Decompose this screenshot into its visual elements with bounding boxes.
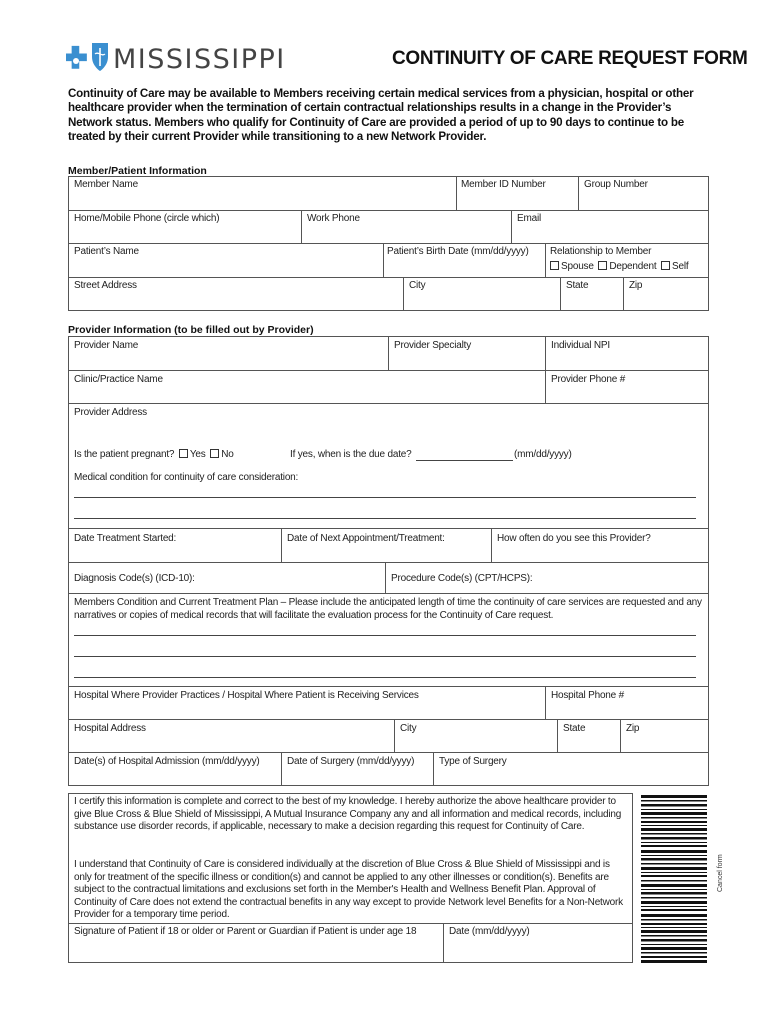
self-checkbox[interactable]	[661, 261, 670, 270]
zip-field[interactable]: Zip	[629, 280, 643, 291]
hospital-city-field[interactable]: City	[400, 723, 417, 734]
due-date-line[interactable]	[416, 460, 513, 461]
provider-phone-field[interactable]: Provider Phone #	[551, 374, 626, 385]
signature-date-field[interactable]: Date (mm/dd/yyyy)	[449, 926, 530, 937]
treatment-plan-label: Members Condition and Current Treatment Plan – Please include the anticipated length of time the continuity of care services are requested and any narratives or copies of medical records that will facilitate the evaluation process for the Continuity of Care request.	[74, 597, 702, 621]
birth-date-field[interactable]: Patient’s Birth Date (mm/dd/yyyy)	[387, 246, 529, 257]
spouse-checkbox[interactable]	[550, 261, 559, 270]
hospital-address-field[interactable]: Hospital Address	[74, 723, 146, 734]
hospital-name-field[interactable]: Hospital Where Provider Practices / Hospital Where Patient is Receiving Services	[74, 690, 419, 701]
email-field[interactable]: Email	[517, 213, 542, 224]
hospital-state-field[interactable]: State	[563, 723, 586, 734]
pregnant-no-checkbox[interactable]	[210, 449, 219, 458]
member-name-field[interactable]: Member Name	[74, 179, 138, 190]
treatment-plan-line-2[interactable]	[74, 656, 696, 657]
patient-name-field[interactable]: Patient’s Name	[74, 246, 139, 257]
dependent-checkbox[interactable]	[598, 261, 607, 270]
work-phone-field[interactable]: Work Phone	[307, 213, 360, 224]
bcbs-logo-icon	[66, 39, 110, 79]
pregnant-yes-checkbox[interactable]	[179, 449, 188, 458]
brand-name: MISSISSIPPI	[113, 44, 286, 75]
pregnant-question: Is the patient pregnant? Yes No	[74, 449, 234, 460]
intro-text: Continuity of Care may be available to Members receiving certain medical services from a physician, hospital or other healthcare provider when the termination of certain contractual relationships results in a change in the Provider’s Network status. Members who qualify for Continuity of Care are provided a period of up to 90 days to continue to be treated by their current Provider while transitioning to a new Network Provider.	[68, 87, 694, 143]
provider-address-field[interactable]: Provider Address	[74, 407, 147, 418]
clinic-name-field[interactable]: Clinic/Practice Name	[74, 374, 163, 385]
certify-paragraph-2: I understand that Continuity of Care is considered individually at the discretion of Blue Cross & Blue Shield of Mississippi and is only for treatment of the specific illness or condition(s) and cannot be applied to any other illnesses or condition(s). Benefits are subject to the contractual limitations and exclusions set forth in the Member's Health and Wellness Benefit Plan. Approval of Continuity of Care does not extend the contractual benefits in any way except to provide Network level Benefits for a Non-Network Provider for a temporary time period.	[74, 859, 623, 920]
date-started-field[interactable]: Date Treatment Started:	[74, 533, 177, 544]
diagnosis-codes-field[interactable]: Diagnosis Code(s) (ICD-10):	[74, 573, 195, 584]
cancel-form-label: Cancel form	[717, 854, 724, 892]
page-title: CONTINUITY OF CARE REQUEST FORM	[392, 48, 748, 69]
provider-name-field[interactable]: Provider Name	[74, 340, 139, 351]
next-appointment-field[interactable]: Date of Next Appointment/Treatment:	[287, 533, 445, 544]
surgery-date-field[interactable]: Date of Surgery (mm/dd/yyyy)	[287, 756, 415, 767]
medical-condition-label: Medical condition for continuity of care consideration:	[74, 472, 299, 483]
group-number-field[interactable]: Group Number	[584, 179, 648, 190]
provider-section-heading: Provider Information (to be filled out by Provider)	[68, 324, 314, 336]
npi-field[interactable]: Individual NPI	[551, 340, 610, 351]
hospital-phone-field[interactable]: Hospital Phone #	[551, 690, 624, 701]
city-field[interactable]: City	[409, 280, 426, 291]
state-field[interactable]: State	[566, 280, 589, 291]
barcode-icon	[641, 795, 707, 963]
due-date-format: (mm/dd/yyyy)	[514, 449, 572, 460]
certify-paragraph-1: I certify this information is complete and correct to the best of my knowledge. I hereby authorize the above healthcare provider to give Blue Cross & Blue Shield of Mississippi, A Mutual Insurance Company any and all information and medical records, including substance use disorder records, if applicable, necessary to make a decision regarding this request for Continuity of Care.	[74, 796, 622, 832]
medical-condition-line-2[interactable]	[74, 518, 696, 519]
relationship-options: Spouse Dependent Self	[548, 261, 688, 272]
hospital-zip-field[interactable]: Zip	[626, 723, 640, 734]
due-date-question: If yes, when is the due date?	[290, 449, 412, 460]
relationship-label: Relationship to Member	[550, 246, 652, 257]
medical-condition-line-1[interactable]	[74, 497, 696, 498]
surgery-type-field[interactable]: Type of Surgery	[439, 756, 507, 767]
member-id-field[interactable]: Member ID Number	[461, 179, 546, 190]
member-section-heading: Member/Patient Information	[68, 165, 207, 177]
street-address-field[interactable]: Street Address	[74, 280, 137, 291]
signature-field[interactable]: Signature of Patient if 18 or older or Parent or Guardian if Patient is under age 18	[74, 926, 417, 937]
treatment-plan-line-1[interactable]	[74, 635, 696, 636]
treatment-plan-line-3[interactable]	[74, 677, 696, 678]
provider-specialty-field[interactable]: Provider Specialty	[394, 340, 471, 351]
procedure-codes-field[interactable]: Procedure Code(s) (CPT/HCPS):	[391, 573, 533, 584]
visit-frequency-field[interactable]: How often do you see this Provider?	[497, 533, 651, 544]
home-phone-field[interactable]: Home/Mobile Phone (circle which)	[74, 213, 220, 224]
admission-date-field[interactable]: Date(s) of Hospital Admission (mm/dd/yyyy)	[74, 756, 260, 767]
